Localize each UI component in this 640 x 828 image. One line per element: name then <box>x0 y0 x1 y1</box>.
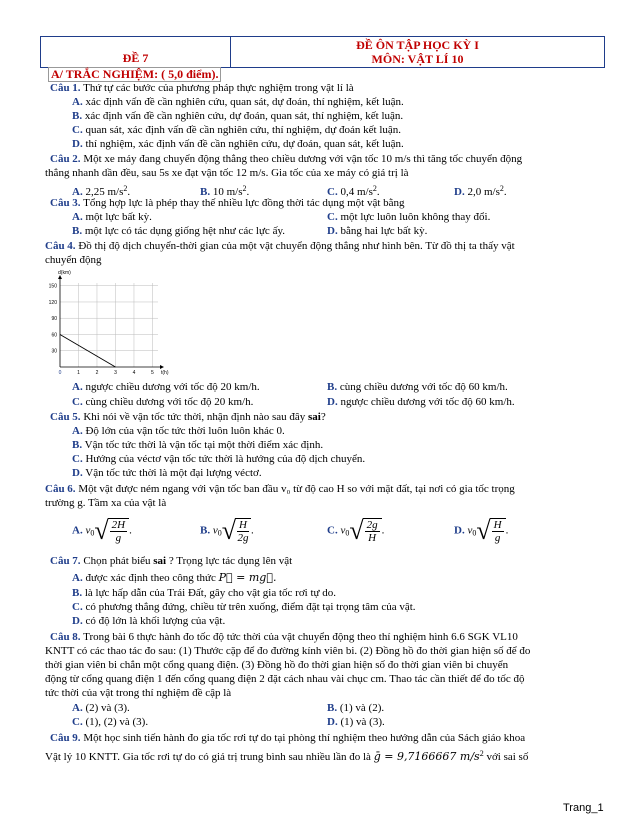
option-text: 2,25 m/s <box>85 186 124 198</box>
emphasis-word: sai <box>308 411 321 423</box>
question-4-line2: chuyển động <box>45 254 102 266</box>
option-text: một lực luôn luôn không thay đổi. <box>340 211 491 223</box>
option-text: ngược chiều dương với tốc độ 20 km/h. <box>85 381 260 393</box>
option-text: 2,0 m/s <box>467 186 500 198</box>
option-text: Hướng của véctơ vận tốc tức thời là hướng của độ dịch chuyển. <box>85 453 366 465</box>
q1-option-b <box>72 110 403 123</box>
sqrt-icon: √ $\frac{2H}{g}$ <box>94 518 129 544</box>
denominator: H <box>368 532 377 544</box>
question-6 <box>45 483 515 496</box>
y-tick-label: 30 <box>51 348 57 355</box>
option-letter: C. <box>72 716 83 728</box>
q3-option-b <box>72 225 285 238</box>
question-text: Đồ thị độ dịch chuyển-thời gian của một vật chuyển động thẳng như hình bên. Từ đồ thị ta thấy vật <box>78 240 515 252</box>
question-5 <box>50 411 326 424</box>
option-text: Vận tốc tức thời là vận tốc tại một thời điểm xác định. <box>84 439 324 451</box>
q6-option-a: A. $v_0$ √ $\frac{2H}{g}$ . <box>72 516 132 545</box>
q6-option-c: C. $v_0$ √ $\frac{2g}{H}$ . <box>327 516 385 545</box>
q5-option-c <box>72 453 365 466</box>
option-letter: C. <box>72 601 83 613</box>
option-letter: C. <box>327 186 338 198</box>
option-letter: D. <box>454 186 465 198</box>
q8-option-b <box>327 702 384 715</box>
question-8-line3: thời gian viên bi chắn một cổng quang điện. (3) Đồng hồ đo thời gian hiện số đo thời gian viên bi chuyển <box>45 659 509 671</box>
option-text: Độ lớn của vận tốc tức thời luôn luôn khác 0. <box>85 425 285 437</box>
option-letter: B. <box>327 702 338 714</box>
v0-symbol: v <box>85 524 91 537</box>
question-text: Chọn phát biểu <box>83 555 151 567</box>
q6-option-b: B. $v_0$ √ $\frac{H}{2g}$ . <box>200 516 254 545</box>
numerator: H <box>239 519 247 531</box>
exam-header <box>40 36 605 68</box>
q2-option-b: B. 10 $m/s^2$. <box>200 184 250 198</box>
option-text: ngược chiều dương với tốc độ 60 km/h. <box>340 396 515 408</box>
header-title-block <box>231 37 604 67</box>
g-value: ḡ = 9,7166667 m/s <box>373 750 480 763</box>
q3-option-c <box>327 211 490 224</box>
option-letter: C. <box>72 124 83 136</box>
q5-option-a <box>72 425 285 438</box>
v0-symbol: v <box>340 524 346 537</box>
option-text: xác định vấn đề cần nghiên cứu, dự đoán, quan sát, thí nghiệm, kết luận. <box>84 110 404 122</box>
question-2-line2: thẳng nhanh dần đều, sau 5s xe đạt vận tốc 12 m/s. Gia tốc của xe máy có giá trị là <box>45 167 409 179</box>
q4-option-a <box>72 381 260 394</box>
question-8-line5: tức thời của vật trong thí nghiệm đề cập là <box>45 687 232 699</box>
question-4 <box>45 240 515 253</box>
q1-option-a <box>72 96 404 109</box>
question-label: Câu 8. <box>50 631 81 643</box>
question-end: ? Trọng lực tác dụng lên vật <box>168 555 293 567</box>
exam-title: ĐỀ ÔN TẬP HỌC KỲ I <box>356 38 479 52</box>
question-6-line2: trường g. Tầm xa của vật là <box>45 497 167 509</box>
x-tick-label: 5 <box>151 370 154 376</box>
q1-option-d <box>72 138 404 151</box>
option-text: bằng hai lực bất kỳ. <box>340 225 428 237</box>
option-text: quan sát, xác định vấn đề cần nghiên cứu, thí nghiệm, dự đoán kết luận. <box>85 124 402 136</box>
option-letter: C. <box>72 453 83 465</box>
displacement-time-chart <box>40 270 180 380</box>
option-text: 0,4 m/s <box>340 186 373 198</box>
option-text: là lực hấp dẫn của Trái Đất, gây cho vật gia tốc rơi tự do. <box>84 587 336 599</box>
part-a-heading: A/ TRẮC NGHIỆM: ( 5,0 điểm). <box>48 67 221 82</box>
emphasis-word: sai <box>153 555 167 567</box>
question-label: Câu 2. <box>50 153 81 165</box>
option-letter: D. <box>454 524 465 537</box>
question-8 <box>50 631 518 644</box>
v0-subscript: 0 <box>90 528 95 538</box>
q1-option-c <box>72 124 401 137</box>
option-text: 10 m/s <box>212 186 243 198</box>
exam-code: ĐỀ 7 <box>41 37 231 67</box>
option-text: được xác định theo công thức <box>85 572 216 584</box>
option-text: (1) và (2). <box>339 702 385 714</box>
option-text: có độ lớn là khối lượng của vật. <box>85 615 226 627</box>
denominator: g <box>115 532 122 544</box>
q3-option-a <box>72 211 152 224</box>
q7-option-c <box>72 601 416 614</box>
question-end: với sai số <box>486 751 529 763</box>
option-letter: D. <box>72 467 83 479</box>
option-letter: D. <box>327 716 338 728</box>
question-label: Câu 5. <box>50 411 81 423</box>
v0-symbol: v <box>467 524 473 537</box>
q4-option-d <box>327 396 515 409</box>
v0-symbol: v <box>212 524 218 537</box>
exam-subject: MÔN: VẬT LÍ 10 <box>371 52 464 66</box>
question-text: Tổng hợp lực là phép thay thế nhiều lực đồng thời tác dụng một vật bằng <box>83 197 405 209</box>
x-tick-label: 2 <box>95 370 99 376</box>
option-text: cùng chiều dương với tốc độ 60 km/h. <box>339 381 508 393</box>
question-label: Câu 3. <box>50 197 81 209</box>
option-letter: C. <box>327 211 338 223</box>
option-letter: A. <box>72 186 83 198</box>
question-label: Câu 4. <box>45 240 76 252</box>
question-text: Một xe máy đang chuyển động thẳng theo chiều dương với vận tốc 10 m/s thì tăng tốc chuyển động <box>83 153 523 165</box>
sqrt-icon: √ $\frac{2g}{H}$ <box>349 518 381 544</box>
x-axis-arrow-icon <box>160 365 164 369</box>
question-label: Câu 9. <box>50 732 81 744</box>
question-label: Câu 6. <box>45 483 76 495</box>
numerator: 2g <box>366 519 378 531</box>
question-text: Vật lý 10 KNTT. Gia tốc rơi tự do có giá trị trung bình sau nhiều lần đo là <box>45 751 371 763</box>
question-label: Câu 7. <box>50 555 81 567</box>
option-letter: B. <box>72 439 83 451</box>
option-letter: D. <box>327 225 338 237</box>
question-1 <box>50 82 354 95</box>
option-text: (2) và (3). <box>85 702 130 714</box>
question-8-line2: KNTT có các thao tác đo sau: (1) Thước cặp để đo đường kính viên bi. (2) Đồng hồ đo thời gian hiện số để đo <box>45 645 531 657</box>
option-letter: A. <box>72 524 83 537</box>
numerator: H <box>493 519 502 531</box>
v0-subscript: 0 <box>472 528 477 538</box>
v0-subscript: 0 <box>217 528 222 538</box>
q8-option-d <box>327 716 385 729</box>
question-3 <box>50 197 405 210</box>
question-text: Một học sinh tiến hành đo gia tốc rơi tự do tại phòng thí nghiệm theo hướng dẫn của Sách giáo khoa <box>83 732 526 744</box>
denominator: g <box>494 532 501 544</box>
question-2 <box>50 153 522 166</box>
q8-option-c <box>72 716 148 729</box>
question-label: Câu 1. <box>50 82 81 94</box>
q2-option-d: D. 2,0 $m/s^2$. <box>454 184 507 198</box>
weight-formula: P⃗ = mg⃗. <box>218 571 277 584</box>
question-text: Thứ tự các bước của phương pháp thực nghiệm trong vật lí là <box>83 82 354 94</box>
question-text: Trong bài 6 thực hành đo tốc độ tức thời của vật chuyển động theo thí nghiệm hình 6.6 SGK VL10 <box>83 631 518 643</box>
option-letter: C. <box>327 524 338 537</box>
option-letter: D. <box>327 396 338 408</box>
q5-option-d <box>72 467 262 480</box>
x-tick-label: 0 <box>58 370 62 376</box>
question-7 <box>50 555 292 568</box>
question-text: Một vật được ném ngang với vận tốc ban đầu v₀ từ độ cao H so với mặt đất, tại nơi có gia tốc trọng <box>78 483 515 495</box>
option-text: thí nghiệm, xác định vấn đề cần nghiên cứu, dự đoán, quan sát, kết luận. <box>85 138 404 150</box>
question-9 <box>50 732 525 745</box>
y-axis-label: d(km) <box>58 270 71 276</box>
option-letter: A. <box>72 702 83 714</box>
q8-option-a <box>72 702 130 715</box>
q7-option-b <box>72 587 336 600</box>
q5-option-b <box>72 439 323 452</box>
option-text: một lực có tác dụng giống hệt như các lực ấy. <box>84 225 285 237</box>
chart-ticks <box>49 284 154 376</box>
option-letter: A. <box>72 211 83 223</box>
option-letter: B. <box>200 524 211 537</box>
question-9-line2: Vật lý 10 KNTT. Gia tốc rơi tự do có giá trị trung bình sau nhiều lần đo là ḡ = 9,7166667 $m/s^2$ với sai số <box>45 749 529 763</box>
option-letter: B. <box>200 186 211 198</box>
v0-subscript: 0 <box>345 528 350 538</box>
x-tick-label: 3 <box>114 370 117 376</box>
option-text: Vận tốc tức thời là một đại lượng véctơ. <box>85 467 262 479</box>
q2-option-a: A. 2,25 $m/s^2$. <box>72 184 131 198</box>
option-text: (1) và (3). <box>340 716 385 728</box>
option-letter: D. <box>72 615 83 627</box>
numerator: 2H <box>111 519 126 531</box>
option-letter: B. <box>72 587 83 599</box>
q3-option-d <box>327 225 427 238</box>
option-letter: B. <box>72 225 83 237</box>
option-letter: A. <box>72 425 83 437</box>
q7-option-d <box>72 615 225 628</box>
x-tick-label: 4 <box>132 370 136 376</box>
option-letter: D. <box>72 138 83 150</box>
question-text: Khi nói về vận tốc tức thời, nhận định nào sau đây <box>83 411 306 423</box>
option-text: một lực bất kỳ. <box>85 211 152 223</box>
option-text: (1), (2) và (3). <box>85 716 149 728</box>
y-tick-label: 60 <box>51 332 57 339</box>
option-letter: A. <box>72 572 83 584</box>
y-tick-label: 120 <box>48 299 57 306</box>
q4-option-c <box>72 396 253 409</box>
chart-axes <box>58 275 164 369</box>
option-letter: B. <box>72 110 83 122</box>
x-axis-label: t(h) <box>161 370 169 376</box>
option-letter: A. <box>72 381 83 393</box>
q2-option-c: C. 0,4 $m/s^2$. <box>327 184 380 198</box>
option-letter: A. <box>72 96 83 108</box>
sqrt-icon: √ $\frac{H}{g}$ <box>476 518 505 544</box>
chart-grid <box>60 283 158 367</box>
x-tick-label: 1 <box>77 370 80 376</box>
page-number: Trang_1 <box>563 802 604 814</box>
question-end: ? <box>320 411 326 423</box>
sqrt-icon: √ $\frac{H}{2g}$ <box>222 518 251 544</box>
option-text: cùng chiều dương với tốc độ 20 km/h. <box>85 396 254 408</box>
option-letter: C. <box>72 396 83 408</box>
q6-option-d: D. $v_0$ √ $\frac{H}{g}$ . <box>454 516 509 545</box>
y-tick-label: 90 <box>51 316 57 323</box>
y-tick-label: 150 <box>48 283 57 290</box>
q7-option-a <box>72 571 276 585</box>
question-8-line4: động từ cổng quang điện 1 đến cổng quang điện 2 đặt cách nhau vài chục cm. Thao tác cần thiết để đo tốc độ <box>45 673 525 685</box>
option-text: xác định vấn đề cần nghiên cứu, quan sát, dự đoán, thí nghiệm, kết luận. <box>85 96 404 108</box>
q4-option-b <box>327 381 508 394</box>
option-text: có phương thẳng đứng, chiều từ trên xuống, điểm đặt tại trọng tâm của vật. <box>85 601 416 613</box>
denominator: 2g <box>237 532 249 544</box>
option-letter: B. <box>327 381 338 393</box>
